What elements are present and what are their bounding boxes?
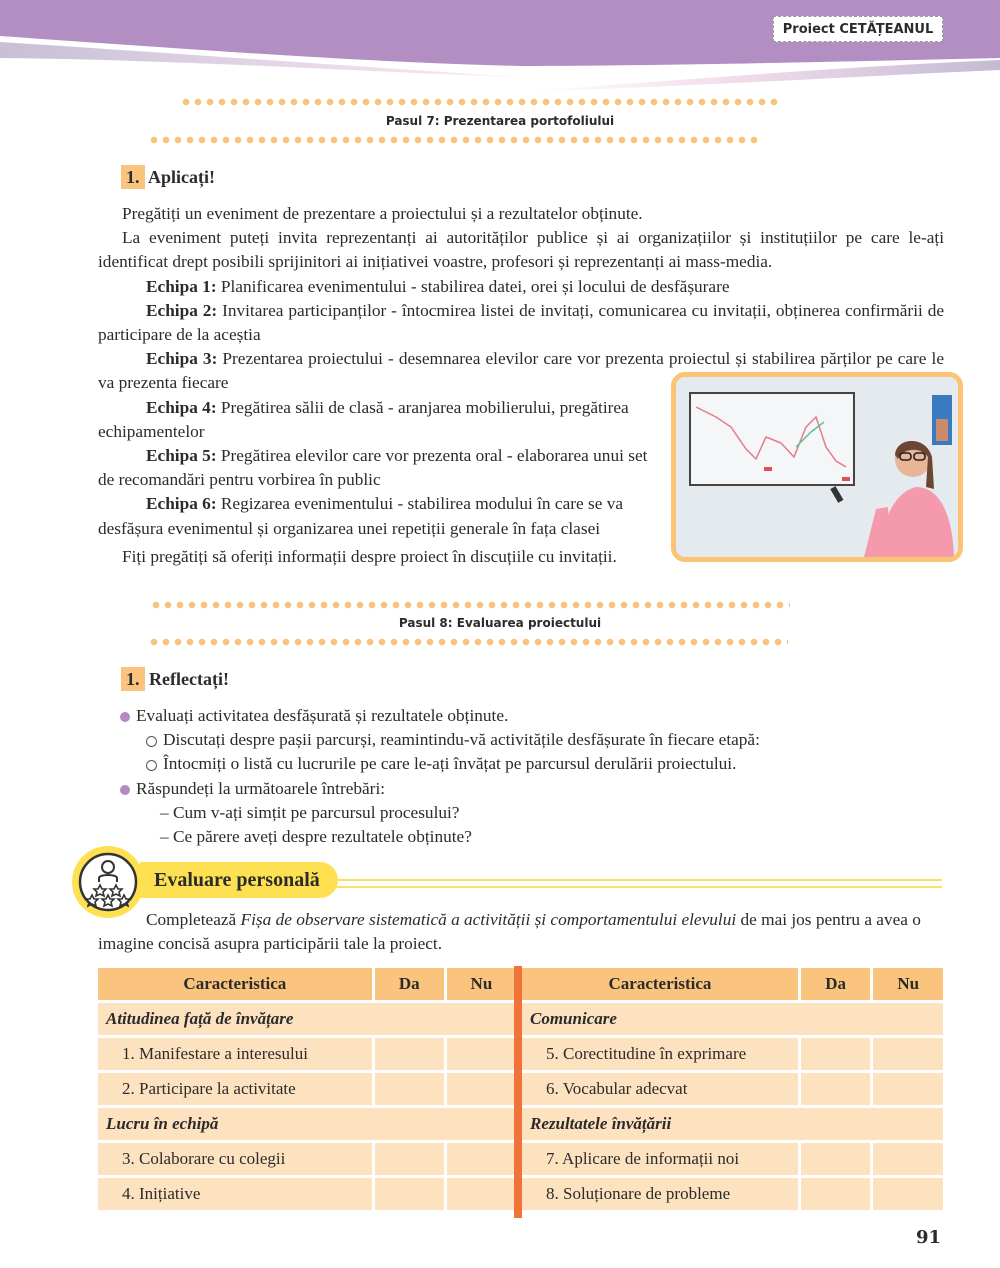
dotted-divider <box>148 136 758 144</box>
nu-checkbox-cell[interactable] <box>873 1178 943 1210</box>
header-da: Da <box>375 968 444 1000</box>
table-header-row <box>522 968 943 1000</box>
item-cell: 1. Manifestare a interesului <box>98 1038 372 1070</box>
bullet-icon <box>120 785 130 795</box>
bullet-icon <box>120 712 130 722</box>
eval-rule-line <box>330 879 942 888</box>
step7-title: Pasul 7: Prezentarea portofoliului <box>385 114 615 128</box>
header-banner <box>0 0 1000 100</box>
bullet-item: Evaluați activitatea desfășurată și rezultatele obținute. <box>120 704 950 728</box>
task-reflectati <box>121 669 229 690</box>
category-cell: Lucru în echipă <box>98 1108 516 1140</box>
presentation-screen-illustration <box>676 377 958 557</box>
da-checkbox-cell[interactable] <box>801 1178 871 1210</box>
eval-section-label: Evaluare personală <box>140 862 338 898</box>
table-row <box>522 1178 943 1210</box>
nu-checkbox-cell[interactable] <box>873 1143 943 1175</box>
invite-paragraph: La eveniment puteți invita reprezentanți ai autorităților publice și ai organizațiilor și instituțiilor pe care le-ați identificat drept posibili sprijinitori ai inițiativei voastre, profesori și reprezentanți ai mass-media. <box>98 228 944 272</box>
table-row <box>522 1143 943 1175</box>
da-checkbox-cell[interactable] <box>375 1038 444 1070</box>
dotted-divider <box>150 601 790 609</box>
nu-checkbox-cell[interactable] <box>873 1038 943 1070</box>
nu-checkbox-cell[interactable] <box>447 1143 516 1175</box>
team-6: Echipa 6: Regizarea evenimentului - stabilirea modului în care se va desfășura evenimentul și organizarea unei repetiții generale în fața clasei <box>98 494 624 538</box>
table-row <box>522 1038 943 1070</box>
team-1: Echipa 1: Planificarea evenimentului - stabilirea datei, orei și locului de desfășurare <box>146 276 730 296</box>
circle-bullet-icon <box>146 736 157 747</box>
team-5: Echipa 5: Pregătirea elevilor care vor prezenta oral - elaborarea unui set de recomandări pentru vorbirea în public <box>98 446 648 490</box>
question-item: – Ce părere aveți despre rezultatele obținute? <box>160 827 472 847</box>
team-3: Echipa 3: Prezentarea proiectului - desemnarea elevilor care vor prezenta proiectul și stabilirea părților pe care le va prezenta fiecare <box>98 349 945 393</box>
category-cell: Atitudinea față de învățare <box>98 1003 516 1035</box>
nu-checkbox-cell[interactable] <box>447 1178 516 1210</box>
intro-text: Pregătiți un eveniment de prezentare a proiectului și a rezultatelor obținute. <box>122 204 643 223</box>
item-cell: 6. Vocabular adecvat <box>522 1073 798 1105</box>
nu-checkbox-cell[interactable] <box>873 1073 943 1105</box>
item-cell: 5. Corectitudine în exprimare <box>522 1038 798 1070</box>
table-row <box>98 1108 516 1140</box>
da-checkbox-cell[interactable] <box>801 1038 871 1070</box>
task-label: Aplicați! <box>148 167 216 187</box>
table-row <box>98 1003 516 1035</box>
header-caracteristica: Caracteristica <box>98 968 372 1000</box>
table-row <box>522 1073 943 1105</box>
observation-table-right <box>519 965 946 1213</box>
sub-bullet-item: Întocmiți o listă cu lucrurile pe care le-ați învățat pe parcursul derulării proiectului. <box>120 752 950 776</box>
dotted-divider <box>148 638 788 646</box>
presenter-photo <box>671 372 963 562</box>
nu-checkbox-cell[interactable] <box>447 1073 516 1105</box>
da-checkbox-cell[interactable] <box>375 1143 444 1175</box>
item-cell: 7. Aplicare de informații noi <box>522 1143 798 1175</box>
step8-title: Pasul 8: Evaluarea proiectului <box>398 616 602 630</box>
task-label: Reflectați! <box>149 669 229 689</box>
dotted-divider <box>180 98 780 106</box>
bullet-item: Răspundeți la următoarele întrebări: <box>120 777 950 801</box>
da-checkbox-cell[interactable] <box>801 1073 871 1105</box>
table-row <box>98 1178 516 1210</box>
task-number: 1. <box>121 165 145 189</box>
table-row <box>98 1143 516 1175</box>
item-cell: 4. Inițiative <box>98 1178 372 1210</box>
closing-text: Fiți pregătiți să oferiți informații despre proiect în discuțiile cu invitații. <box>122 546 617 566</box>
item-cell: 8. Soluționare de probleme <box>522 1178 798 1210</box>
team-4: Echipa 4: Pregătirea sălii de clasă - aranjarea mobilierului, pregătirea echipamentelor <box>98 397 629 441</box>
task-aplicati <box>121 167 215 188</box>
circle-bullet-icon <box>146 760 157 771</box>
team-2: Echipa 2: Invitarea participanților - întocmirea listei de invitați, comunicarea cu invitații, obținerea confirmării de participare de la aceștia <box>98 300 945 345</box>
item-cell: 2. Participare la activitate <box>98 1073 372 1105</box>
table-row <box>98 1073 516 1105</box>
table-row <box>522 1108 943 1140</box>
task-number: 1. <box>121 667 145 691</box>
header-caracteristica: Caracteristica <box>522 968 798 1000</box>
question-item: – Cum v-ați simțit pe parcursul procesului? <box>160 802 460 822</box>
nu-checkbox-cell[interactable] <box>447 1038 516 1070</box>
table-row <box>98 1038 516 1070</box>
page-number: 91 <box>916 1227 942 1248</box>
eval-instructions: Completează Fișa de observare sistematică a activității și comportamentului elevului de mai jos pentru a avea o imagine concisă asupra participării tale la proiect. <box>98 910 921 954</box>
observation-table-left <box>95 965 519 1213</box>
da-checkbox-cell[interactable] <box>801 1143 871 1175</box>
table-row <box>522 1003 943 1035</box>
sub-bullet-item: Discutați despre pașii parcurși, reamintindu-vă activitățile desfășurate în fiecare etapă: <box>120 728 950 752</box>
item-cell: 3. Colaborare cu colegii <box>98 1143 372 1175</box>
table-header-row <box>98 968 516 1000</box>
header-nu: Nu <box>447 968 516 1000</box>
reflection-list <box>120 704 950 849</box>
person-stars-icon <box>78 852 138 912</box>
header-nu: Nu <box>873 968 943 1000</box>
header-da: Da <box>801 968 871 1000</box>
project-tag: Proiect CETĂȚEANUL <box>773 16 943 42</box>
category-cell: Comunicare <box>522 1003 943 1035</box>
da-checkbox-cell[interactable] <box>375 1178 444 1210</box>
da-checkbox-cell[interactable] <box>375 1073 444 1105</box>
category-cell: Rezultatele învățării <box>522 1108 943 1140</box>
